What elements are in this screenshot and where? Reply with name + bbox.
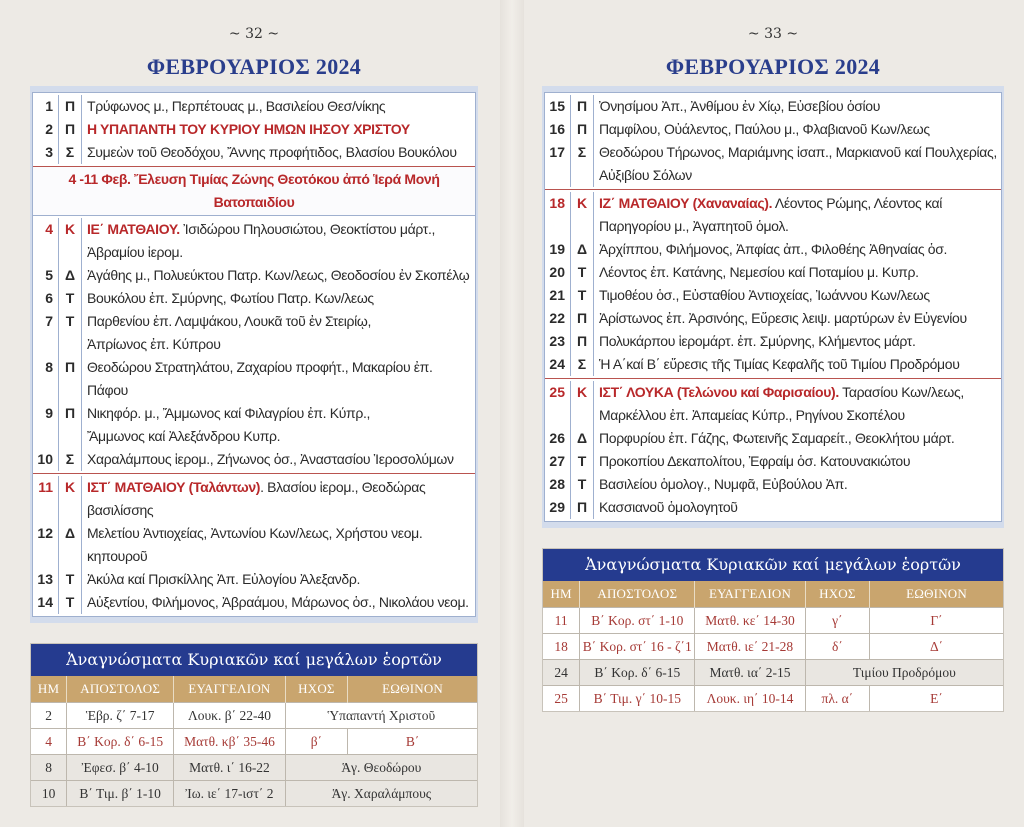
saints-text: Λέοντος ἐπ. Κατάνης, Νεμεσίου καί Ποταμίου μ. Κυπρ.: [599, 264, 919, 280]
calendar-row: [545, 427, 1001, 450]
day-number-empty: [545, 404, 571, 427]
day-number: 20: [545, 261, 571, 284]
calendar-row-continuation: [33, 241, 475, 264]
saints-text: Συμεὼν τοῦ Θεοδόχου, Ἄννης προφήτιδος, Βλασίου Βουκόλου: [87, 144, 457, 160]
day-number: 11: [33, 476, 59, 522]
saints-text: Θεοδώρου Στρατηλάτου, Ζαχαρίου προφήτ., Μακαρίου ἐπ. Πάφου: [87, 359, 433, 398]
saints-cell: [82, 287, 475, 310]
readings-table: [542, 548, 1004, 712]
calendar-row-continuation: [545, 215, 1001, 238]
weekday-letter: Τ: [571, 450, 594, 473]
saints-text-continued: Αὐξιβίου Σόλων: [599, 167, 692, 183]
saints-cell: [82, 568, 475, 591]
weekday-letter: Π: [59, 402, 82, 425]
readings-title: Ἀναγνώσματα Κυριακῶν καί μεγάλων ἑορτῶν: [543, 549, 1003, 581]
day-number-empty: [33, 425, 59, 448]
weekday-letter: Σ: [571, 141, 594, 164]
day-number: 27: [545, 450, 571, 473]
readings-row: [543, 686, 1003, 712]
saints-text: Αὐξεντίου, Φιλήμονος, Ἀβραάμου, Μάρωνος ὁσ., Νικολάου νεομ.: [87, 594, 469, 610]
weekday-letter: Π: [571, 330, 594, 353]
readings-row: [31, 703, 477, 729]
weekday-letter-empty: [571, 404, 594, 427]
day-number: 15: [545, 95, 571, 118]
saints-text: Μελετίου Ἀντιοχείας, Ἀντωνίου Κων/λεως, Χρήστου νεομ. κηπουροῦ: [87, 525, 423, 564]
calendar-row-continuation: [33, 333, 475, 356]
day-number: 18: [545, 192, 571, 215]
calendar-row: [545, 330, 1001, 353]
saints-cell: [82, 591, 475, 614]
saints-text: Τιμοθέου ὁσ., Εὐσταθίου Ἀντιοχείας, Ἰωάννου Κων/λεως: [599, 287, 930, 303]
reading-tone: πλ. α΄: [805, 686, 869, 712]
reading-day: 18: [543, 634, 580, 660]
day-number: 26: [545, 427, 571, 450]
column-header-eothinon: ΕΩΘΙΝΟΝ: [870, 581, 1003, 608]
column-header-eothinon: ΕΩΘΙΝΟΝ: [348, 676, 477, 703]
day-number: 14: [33, 591, 59, 614]
weekday-letter: Δ: [59, 522, 82, 568]
weekday-letter: Δ: [571, 238, 594, 261]
reading-day: 11: [543, 608, 580, 634]
reading-gospel: Ματθ. κε΄ 14-30: [695, 608, 805, 634]
calendar-row: [33, 287, 475, 310]
day-number: 8: [33, 356, 59, 402]
calendar-row: [545, 95, 1001, 118]
weekday-letter: Τ: [59, 568, 82, 591]
readings-title: Ἀναγνώσματα Κυριακῶν καί μεγάλων ἑορτῶν: [31, 644, 477, 676]
saints-cell: [82, 356, 475, 402]
calendar-row: [545, 473, 1001, 496]
feast-text: Η ΥΠΑΠΑΝΤΗ ΤΟΥ ΚΥΡΙΟΥ ΗΜΩΝ ΙΗΣΟΥ ΧΡΙΣΤΟΥ: [87, 121, 410, 137]
reading-gospel: Ματθ. ια΄ 2-15: [695, 660, 805, 686]
day-number-empty: [545, 215, 571, 238]
saints-cell: [82, 476, 475, 522]
readings-row: [31, 729, 477, 755]
reading-gospel: Ματθ. ιε΄ 21-28: [695, 634, 805, 660]
saints-text: Ἀγάθης μ., Πολυεύκτου Πατρ. Κων/λεως, Θεοδοσίου ἐν Σκοπέλῳ: [87, 267, 470, 283]
day-number: 28: [545, 473, 571, 496]
column-header-tone: ΗΧΟΣ: [285, 676, 347, 703]
weekday-letter: Τ: [59, 310, 82, 333]
day-number: 6: [33, 287, 59, 310]
calendar-row: [545, 450, 1001, 473]
day-number: 19: [545, 238, 571, 261]
saints-cell: [82, 310, 475, 333]
saints-cell: [594, 141, 1001, 164]
weekday-letter: Π: [59, 356, 82, 402]
saints-text: Ἀρχίππου, Φιλήμονος, Ἀπφίας ἀπ., Φιλοθέης Ἀθηναίας ὁσ.: [599, 241, 948, 257]
day-number: 24: [545, 353, 571, 376]
calendar-week: [545, 189, 1001, 378]
day-number: 17: [545, 141, 571, 164]
saints-cell: [594, 473, 1001, 496]
calendar-row: [33, 402, 475, 425]
weekday-letter: Π: [571, 95, 594, 118]
saints-cell: [594, 353, 1001, 376]
weekday-letter: Τ: [571, 284, 594, 307]
calendar-row: [545, 238, 1001, 261]
calendar-row: [33, 310, 475, 333]
reading-day: 4: [31, 729, 67, 755]
calendar-row: [33, 356, 475, 402]
calendar-week: [33, 93, 475, 166]
reading-eothinon: Β΄: [348, 729, 477, 755]
reading-tone: β΄: [285, 729, 347, 755]
sunday-title: ΙΕ΄ ΜΑΤΘΑΙΟΥ.: [87, 221, 180, 237]
sunday-title: ΙΣΤ΄ ΛΟΥΚΑ (Τελώνου καί Φαρισαίου).: [599, 384, 839, 400]
weekday-letter: Σ: [59, 448, 82, 471]
weekday-letter: Π: [59, 118, 82, 141]
reading-apostle: Β΄ Κορ. δ΄ 6-15: [580, 660, 695, 686]
calendar-row-continuation: [545, 404, 1001, 427]
weekday-letter-empty: [59, 333, 82, 356]
saints-text: Πορφυρίου ἐπ. Γάζης, Φωτεινῆς Σαμαρείτ., Θεοκλήτου μάρτ.: [599, 430, 955, 446]
column-header-apostle: ΑΠΟΣΤΟΛΟΣ: [67, 676, 174, 703]
column-header-apostle: ΑΠΟΣΤΟΛΟΣ: [580, 581, 695, 608]
sunday-title: ΙΣΤ΄ ΜΑΤΘΑΙΟΥ (Ταλάντων): [87, 479, 261, 495]
calendar-row: [33, 141, 475, 164]
saints-cell: [594, 307, 1001, 330]
day-number: 5: [33, 264, 59, 287]
saints-text-continued: Παρηγορίου μ., Ἀγαπητοῦ ὁμολ.: [599, 218, 789, 234]
weekday-letter: Κ: [59, 218, 82, 241]
reading-day: 8: [31, 755, 67, 781]
readings-row: [543, 660, 1003, 686]
reading-feast-name: Ὑπαπαντή Χριστοῦ: [285, 703, 477, 729]
saints-text: Ἡ Α΄καί Β΄ εὕρεσις τῆς Τιμίας Κεφαλῆς τοῦ Τιμίου Προδρόμου: [599, 356, 960, 372]
reading-day: 10: [31, 781, 67, 807]
calendar-row-continuation: [545, 164, 1001, 187]
page-number: ~ 33 ~: [747, 26, 799, 42]
saints-cell: [594, 427, 1001, 450]
reading-feast-name: Τιμίου Προδρόμου: [805, 660, 1003, 686]
reading-gospel: Ματθ. κβ΄ 35-46: [174, 729, 286, 755]
calendar-row: [545, 307, 1001, 330]
column-header-gospel: ΕΥΑΓΓΕΛΙΟΝ: [695, 581, 805, 608]
saints-cell: [594, 330, 1001, 353]
saints-text-continued: Ἀπρίωνος ἐπ. Κύπρου: [87, 336, 221, 352]
weekday-letter: Π: [571, 118, 594, 141]
weekday-letter: Κ: [59, 476, 82, 522]
reading-eothinon: Δ΄: [870, 634, 1003, 660]
column-header-gospel: ΕΥΑΓΓΕΛΙΟΝ: [174, 676, 286, 703]
saints-text-continued: Ἀβραμίου ἱερομ.: [87, 244, 183, 260]
saints-text: Βασιλείου ὁμολογ., Νυμφᾶ, Εὐβούλου Ἀπ.: [599, 476, 848, 492]
day-number: 29: [545, 496, 571, 519]
weekday-letter: Π: [59, 95, 82, 118]
weekday-letter: Κ: [571, 192, 594, 215]
calendar-row: [545, 496, 1001, 519]
calendar-row: [545, 284, 1001, 307]
reading-apostle: Β΄ Τιμ. β΄ 1-10: [67, 781, 174, 807]
weekday-letter: Δ: [59, 264, 82, 287]
day-number: 9: [33, 402, 59, 425]
reading-tone: δ΄: [805, 634, 869, 660]
calendar-row-sunday: [545, 381, 1001, 404]
saints-text: Ἰσιδώρου Πηλουσιώτου, Θεοκτίστου μάρτ.,: [179, 221, 436, 237]
saints-text: Βουκόλου ἐπ. Σμύρνης, Φωτίου Πατρ. Κων/λεως: [87, 290, 374, 306]
day-number: 3: [33, 141, 59, 164]
calendar-row-sunday: [33, 476, 475, 522]
day-number: 7: [33, 310, 59, 333]
weekday-letter: Τ: [571, 261, 594, 284]
saints-text: Προκοπίου Δεκαπολίτου, Ἐφραίμ ὁσ. Κατουνακιώτου: [599, 453, 911, 469]
day-number-empty: [545, 164, 571, 187]
saints-text: Λέοντος Ρώμης, Λέοντος καί: [772, 195, 942, 211]
calendar-frame: [542, 86, 1004, 528]
saints-text: Χαραλάμπους ἱερομ., Ζήνωνος ὁσ., Ἀναστασίου Ἱεροσολύμων: [87, 451, 454, 467]
saints-text: Τρύφωνος μ., Περπέτουας μ., Βασιλείου Θεσ/νίκης: [87, 98, 386, 114]
day-number: 10: [33, 448, 59, 471]
saints-text: . Βλασίου ἱερομ., Θεοδώρας βασιλίσσης: [87, 479, 426, 518]
calendar-week: [33, 216, 475, 473]
reading-tone: γ΄: [805, 608, 869, 634]
readings-row: [543, 634, 1003, 660]
saints-cell: [82, 218, 475, 241]
weekday-letter: Δ: [571, 427, 594, 450]
day-number: 12: [33, 522, 59, 568]
reading-day: 25: [543, 686, 580, 712]
weekday-letter-empty: [59, 425, 82, 448]
reading-eothinon: Ε΄: [870, 686, 1003, 712]
weekday-letter: Π: [571, 307, 594, 330]
day-number: 16: [545, 118, 571, 141]
day-number: 1: [33, 95, 59, 118]
calendar-table: [544, 92, 1002, 522]
weekday-letter-empty: [571, 164, 594, 187]
saints-text-continued: Ἄμμωνος καί Ἀλεξάνδρου Κυπρ.: [87, 428, 281, 444]
day-number: 4: [33, 218, 59, 241]
calendar-row-continuation: [33, 425, 475, 448]
day-number: 23: [545, 330, 571, 353]
day-number: 22: [545, 307, 571, 330]
calendar-row: [33, 591, 475, 614]
saints-text: Πολυκάρπου ἱερομάρτ. ἐπ. Σμύρνης, Κλήμεντος μάρτ.: [599, 333, 916, 349]
weekday-letter: Π: [571, 496, 594, 519]
reading-apostle: Β΄ Τιμ. γ΄ 10-15: [580, 686, 695, 712]
readings-row: [31, 781, 477, 807]
weekday-letter-empty: [571, 215, 594, 238]
reading-feast-name: Ἁγ. Θεοδώρου: [285, 755, 477, 781]
saints-text: Ἀρίστωνος ἐπ. Ἀρσινόης, Εὕρεσις λειψ. μαρτύρων ἐν Εὐγενίου: [599, 310, 967, 326]
readings-table: [30, 643, 478, 807]
calendar-week: [545, 93, 1001, 189]
saints-cell: [82, 264, 475, 287]
saints-text-continued: Μαρκέλλου ἐπ. Ἀπαμείας Κύπρ., Ρηγίνου Σκοπέλου: [599, 407, 905, 423]
readings-row: [31, 755, 477, 781]
reading-gospel: Λουκ. β΄ 22-40: [174, 703, 286, 729]
day-number: 21: [545, 284, 571, 307]
weekday-letter: Σ: [571, 353, 594, 376]
saints-text: Νικηφόρ. μ., Ἄμμωνος καί Φιλαγρίου ἐπ. Κύπρ.,: [87, 405, 371, 421]
weekday-letter: Κ: [571, 381, 594, 404]
saints-text: Ἀκύλα καί Πρισκίλλης Ἀπ. Εὐλογίου Ἀλεξανδρ.: [87, 571, 360, 587]
reading-apostle: Ἐφεσ. β΄ 4-10: [67, 755, 174, 781]
saints-cell: [594, 118, 1001, 141]
reading-gospel: Ματθ. ι΄ 16-22: [174, 755, 286, 781]
day-number: 25: [545, 381, 571, 404]
column-header-day: ΗΜ: [31, 676, 67, 703]
reading-day: 24: [543, 660, 580, 686]
calendar-row: [545, 261, 1001, 284]
saints-text: Θεοδώρου Τήρωνος, Μαριάμνης ἰσαπ., Μαρκιανοῦ καί Πουλχερίας,: [599, 144, 997, 160]
right-page: [512, 0, 1024, 827]
saints-text: Παρθενίου ἐπ. Λαμψάκου, Λουκᾶ τοῦ ἐν Στειρίῳ,: [87, 313, 371, 329]
saints-cell: [594, 238, 1001, 261]
saints-cell: [82, 448, 475, 471]
reading-eothinon: Γ΄: [870, 608, 1003, 634]
reading-gospel: Ἰω. ιε΄ 17-ιστ΄ 2: [174, 781, 286, 807]
saints-cell: [82, 402, 475, 425]
calendar-row: [33, 95, 475, 118]
calendar-row: [33, 522, 475, 568]
calendar-row: [545, 353, 1001, 376]
calendar-table: [32, 92, 476, 617]
saints-cell: [594, 450, 1001, 473]
day-number: 13: [33, 568, 59, 591]
event-banner: 4 -11 Φεβ. Ἔλευση Τιμίας Ζώνης Θεοτόκου ἀπό Ἱερά Μονή Βατοπαιδίου: [33, 166, 475, 216]
calendar-week: [33, 473, 475, 616]
saints-cell: [594, 192, 1001, 215]
saints-text: Ταρασίου Κων/λεως,: [838, 384, 964, 400]
calendar-week: [545, 378, 1001, 521]
reading-apostle: Β΄ Κορ. στ΄ 1-10: [580, 608, 695, 634]
weekday-letter: Σ: [59, 141, 82, 164]
weekday-letter: Τ: [59, 287, 82, 310]
calendar-row: [33, 568, 475, 591]
calendar-row-feast: [33, 118, 475, 141]
saints-text: Ὀνησίμου Ἀπ., Ἀνθίμου ἐν Χίῳ, Εὐσεβίου ὁσίου: [599, 98, 881, 114]
reading-gospel: Λουκ. ιη΄ 10-14: [695, 686, 805, 712]
saints-cell: [594, 381, 1001, 404]
weekday-letter: Τ: [571, 473, 594, 496]
weekday-letter-empty: [59, 241, 82, 264]
calendar-row: [33, 448, 475, 471]
month-title: ΦΕΒΡΟΥΑΡΙΟΣ 2024: [146, 54, 362, 79]
saints-cell: [594, 95, 1001, 118]
saints-text: Παμφίλου, Οὐάλεντος, Παύλου μ., Φλαβιανοῦ Κων/λεως: [599, 121, 930, 137]
weekday-letter: Τ: [59, 591, 82, 614]
readings-row: [543, 608, 1003, 634]
saints-cell: [594, 261, 1001, 284]
saints-cell: [82, 522, 475, 568]
column-header-tone: ΗΧΟΣ: [805, 581, 869, 608]
saints-cell: [594, 496, 1001, 519]
day-number-empty: [33, 241, 59, 264]
column-header-day: ΗΜ: [543, 581, 580, 608]
page-number: ~ 32 ~: [228, 26, 280, 42]
sunday-title: ΙΖ΄ ΜΑΤΘΑΙΟΥ (Χαναναίας).: [599, 195, 773, 211]
reading-feast-name: Ἁγ. Χαραλάμπους: [285, 781, 477, 807]
calendar-row-sunday: [545, 192, 1001, 215]
day-number: 2: [33, 118, 59, 141]
day-number-empty: [33, 333, 59, 356]
reading-apostle: Β΄ Κορ. στ΄ 16 - ζ΄1: [580, 634, 695, 660]
calendar-row: [33, 264, 475, 287]
calendar-frame: [30, 86, 478, 623]
reading-apostle: Β΄ Κορ. δ΄ 6-15: [67, 729, 174, 755]
calendar-row-sunday: [33, 218, 475, 241]
calendar-row: [545, 118, 1001, 141]
calendar-row: [545, 141, 1001, 164]
month-title: ΦΕΒΡΟΥΑΡΙΟΣ 2024: [665, 54, 881, 79]
reading-day: 2: [31, 703, 67, 729]
saints-cell: [594, 284, 1001, 307]
saints-text: Κασσιανοῦ ὁμολογητοῦ: [599, 499, 738, 515]
reading-apostle: Ἑβρ. ζ΄ 7-17: [67, 703, 174, 729]
